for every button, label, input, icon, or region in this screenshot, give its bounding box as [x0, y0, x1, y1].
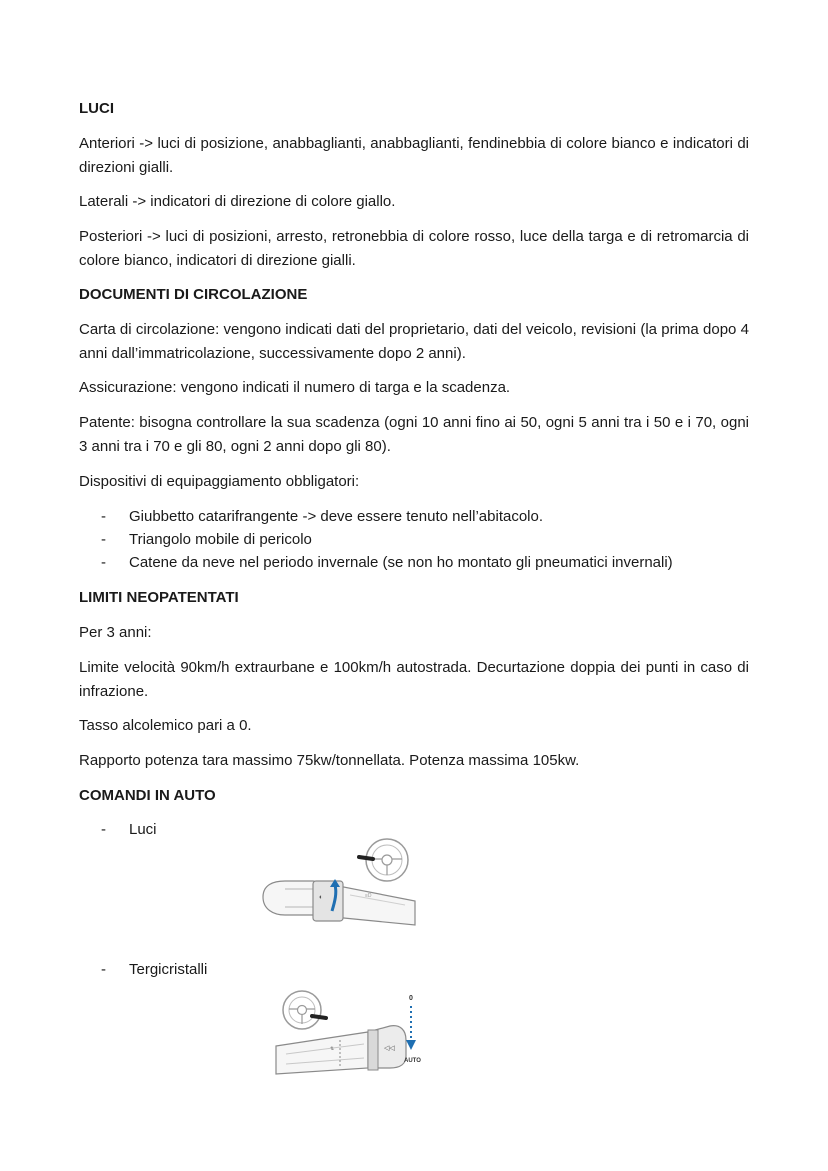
paragraph-posteriori: Posteriori -> luci di posizioni, arresto, retronebbia di colore rosso, luce della targa e di retromarcia di colore bianco, indicatori di direzione gialli.: [79, 228, 749, 269]
light-stalk-illustration: [255, 835, 420, 930]
list-item-catene: Catene da neve nel periodo invernale (se non ho montato gli pneumatici invernali): [129, 554, 673, 571]
list-item-tergicristalli: Tergicristalli: [129, 961, 208, 978]
bullet-marker: -: [101, 508, 106, 525]
paragraph-anteriori: Anteriori -> luci di posizione, anabbaglianti, anabbaglianti, fendinebbia di colore bianco e indicatori di direzioni gialli.: [79, 135, 749, 176]
paragraph-dispositivi: Dispositivi di equipaggiamento obbligatori:: [79, 473, 360, 490]
paragraph-tasso-alcolemico: Tasso alcolemico pari a 0.: [79, 717, 252, 734]
steering-wheel-icon: [359, 839, 408, 881]
wiper-stalk-illustration: [272, 988, 437, 1080]
heading-limiti: LIMITI NEOPATENTATI: [79, 589, 239, 606]
paragraph-assicurazione: Assicurazione: vengono indicati il numero di targa e la scadenza.: [79, 379, 511, 396]
bullet-marker: -: [101, 821, 106, 838]
heading-documenti: DOCUMENTI DI CIRCOLAZIONE: [79, 286, 308, 303]
wiper-label-auto: AUTO: [404, 1058, 421, 1064]
svg-text:≡D: ≡D: [365, 893, 372, 899]
steering-wheel-icon: [283, 991, 326, 1029]
svg-text:◁◁: ◁◁: [384, 1045, 395, 1052]
list-item-luci: Luci: [129, 821, 157, 838]
paragraph-rapporto-potenza: Rapporto potenza tara massimo 75kw/tonnellata. Potenza massima 105kw.: [79, 752, 580, 769]
bullet-marker: -: [101, 961, 106, 978]
paragraph-per-anni: Per 3 anni:: [79, 624, 152, 641]
stalk-body: [263, 881, 415, 925]
heading-comandi: COMANDI IN AUTO: [79, 787, 216, 804]
list-item-triangolo: Triangolo mobile di pericolo: [129, 531, 312, 548]
stalk-body: [276, 1026, 406, 1074]
svg-text:◐: ◐: [319, 894, 324, 901]
paragraph-patente: Patente: bisogna controllare la sua scadenza (ogni 10 anni fino ai 50, ogni 5 anni tra i 50 e i 70, ogni 3 anni tra i 70 e gli 80, ogni 2 anni dopo gli 80).: [79, 414, 749, 455]
paragraph-limite-velocita: Limite velocità 90km/h extraurbane e 100km/h autostrada. Decurtazione doppia dei punti in caso di infrazione.: [79, 659, 749, 700]
heading-luci: LUCI: [79, 100, 114, 117]
paragraph-laterali: Laterali -> indicatori di direzione di colore giallo.: [79, 193, 396, 210]
paragraph-carta-circolazione: Carta di circolazione: vengono indicati dati del proprietario, dati del veicolo, revisioni (la prima dopo 4 anni dall’immatricolazione, successivamente dopo 2 anni).: [79, 321, 749, 362]
list-item-giubbetto: Giubbetto catarifrangente -> deve essere tenuto nell’abitacolo.: [129, 508, 544, 525]
bullet-marker: -: [101, 554, 106, 571]
bullet-marker: -: [101, 531, 106, 548]
wiper-label-zero: 0: [409, 995, 413, 1002]
svg-text:⇅: ⇅: [330, 1046, 335, 1052]
arrow-head-icon: [406, 1040, 416, 1050]
